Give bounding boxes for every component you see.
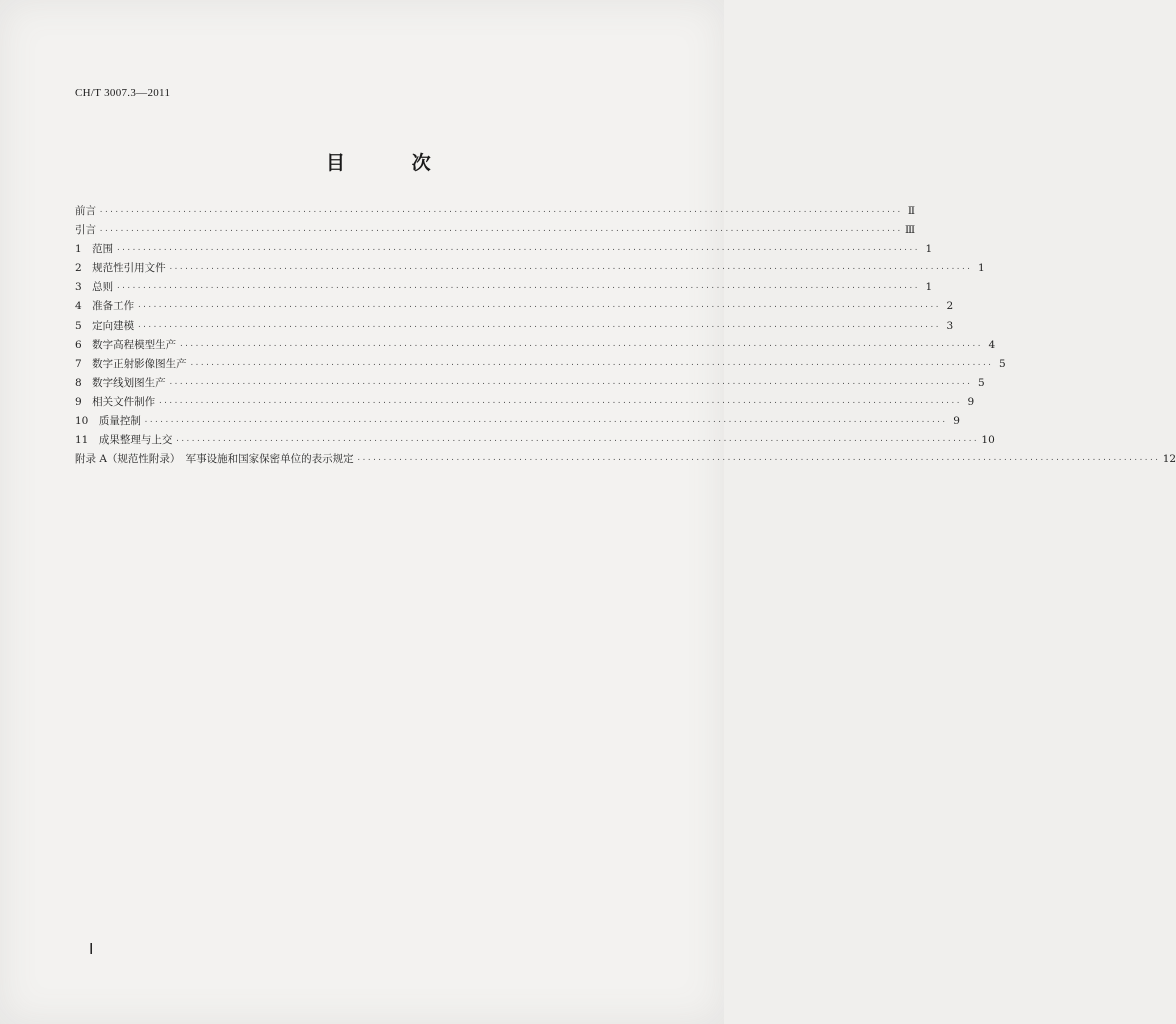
- toc-entry-page: 5: [999, 357, 1006, 370]
- toc-entry[interactable]: [75, 318, 954, 337]
- toc-entry-page: 10: [981, 434, 995, 447]
- toc-entry-label: 5 定向建模: [75, 319, 135, 332]
- toc-leader-dots: ··························································································································································: [137, 322, 941, 331]
- toc-entry[interactable]: [75, 260, 985, 279]
- toc-entry-label: 8 数字线划图生产: [75, 376, 166, 389]
- toc-entry-label: 9 相关文件制作: [75, 395, 156, 408]
- toc-entry-label: 附录 A（规范性附录） 军事设施和国家保密单位的表示规定: [75, 453, 354, 466]
- toc-entry-label: 4 准备工作: [75, 300, 135, 313]
- toc-entry-page: 5: [978, 376, 985, 389]
- toc-entry-page: 1: [925, 281, 933, 294]
- toc-entry-page: Ⅲ: [905, 224, 916, 237]
- toc-entry-label: 10 质量控制: [75, 415, 141, 428]
- toc-entry[interactable]: [75, 413, 960, 432]
- toc-entry-page: 1: [925, 243, 933, 256]
- toc-entry[interactable]: [75, 298, 954, 317]
- toc-leader-dots: ··························································································································································: [168, 379, 972, 388]
- toc-entry-label: 3 总则: [75, 281, 114, 294]
- toc-leader-dots: ··························································································································································: [116, 246, 920, 255]
- toc-entry-page: 1: [978, 262, 985, 275]
- toc-entry-page: 3: [946, 319, 954, 332]
- toc-entry[interactable]: [75, 203, 916, 222]
- toc-entry-label: 前言: [75, 205, 96, 217]
- toc-title: 目 次: [326, 152, 461, 174]
- toc-entry-label: 2 规范性引用文件: [75, 262, 166, 275]
- toc-leader-dots: ··························································································································································: [137, 303, 941, 312]
- toc-leader-dots: ··························································································································································: [189, 360, 993, 369]
- toc-entry-label: 7 数字正射影像图生产: [75, 357, 187, 370]
- toc-entry-page: 9: [953, 415, 960, 428]
- toc-entry-page: 4: [988, 338, 996, 351]
- toc-leader-dots: ··························································································································································: [158, 398, 962, 407]
- toc-leader-dots: ··························································································································································: [143, 418, 947, 427]
- toc-entry-page: 12: [1162, 453, 1176, 466]
- toc-leader-dots: ··························································································································································: [175, 437, 979, 446]
- standard-number: CH/T 3007.3—2011: [75, 87, 171, 99]
- toc-entry-label: 1 范围: [75, 243, 114, 256]
- toc-entry-page: 9: [967, 395, 975, 408]
- toc-entry[interactable]: [75, 394, 975, 413]
- table-of-contents: [75, 203, 1176, 470]
- toc-entry-page: Ⅱ: [907, 205, 916, 217]
- toc-entry[interactable]: [75, 337, 996, 356]
- toc-leader-dots: ··························································································································································: [116, 284, 920, 293]
- toc-entry[interactable]: [75, 222, 916, 241]
- toc-entry[interactable]: [75, 375, 985, 394]
- toc-entry[interactable]: [75, 451, 1176, 470]
- toc-leader-dots: ··························································································································································: [168, 265, 972, 274]
- page-number: Ⅰ: [89, 942, 94, 958]
- toc-leader-dots: ··························································································································································: [99, 227, 903, 236]
- toc-entry[interactable]: [75, 241, 933, 260]
- toc-entry[interactable]: [75, 356, 1006, 375]
- toc-leader-dots: ··························································································································································: [356, 456, 1160, 465]
- toc-leader-dots: ··························································································································································: [179, 341, 983, 350]
- toc-entry-label: 11 成果整理与上交: [75, 434, 173, 447]
- toc-entry[interactable]: [75, 279, 933, 298]
- toc-entry-label: 引言: [75, 224, 96, 237]
- toc-entry[interactable]: [75, 432, 995, 451]
- toc-entry-page: 2: [946, 300, 954, 313]
- toc-entry-label: 6 数字高程模型生产: [75, 338, 177, 351]
- toc-leader-dots: ··························································································································································: [99, 208, 903, 216]
